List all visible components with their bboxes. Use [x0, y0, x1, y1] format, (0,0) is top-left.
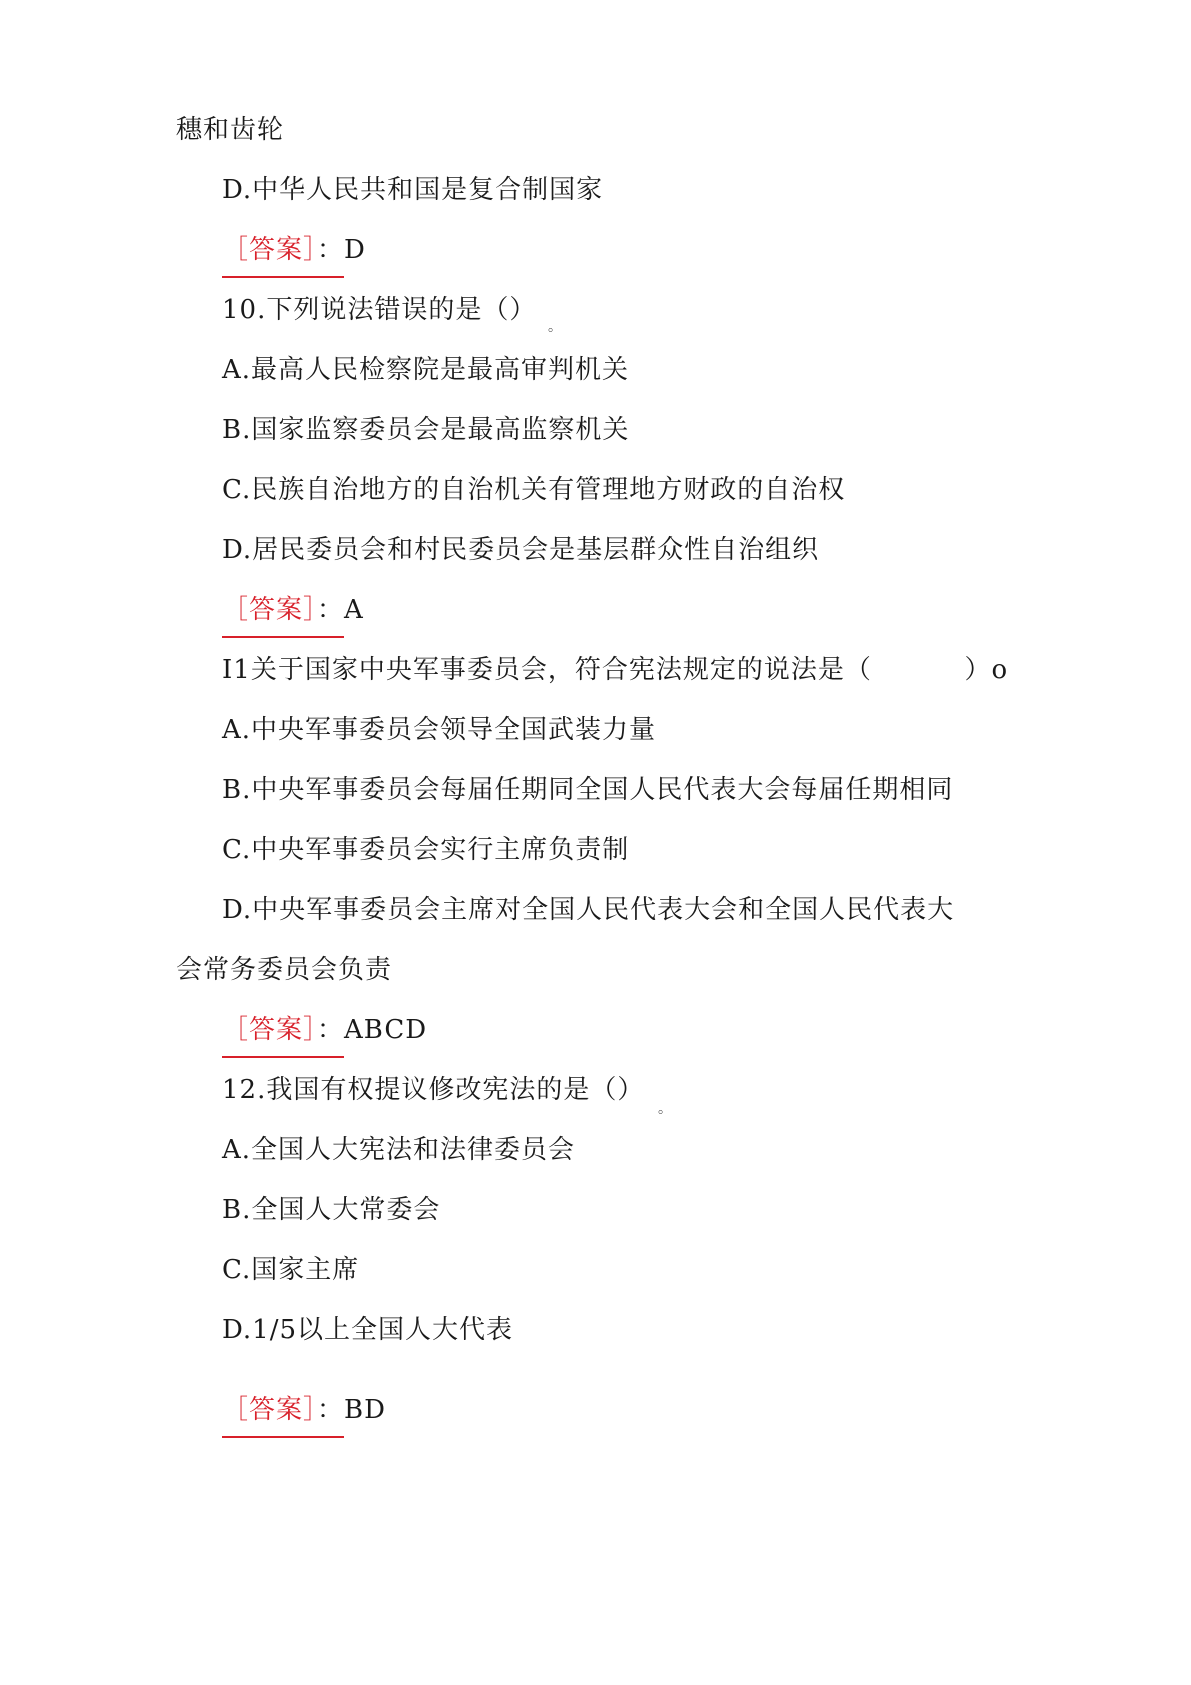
q9-option-d: D.中华人民共和国是复合制国家: [222, 175, 604, 205]
q10-option-d: D.居民委员会和村民委员会是基层群众性自治组织: [222, 535, 820, 565]
q11-stem: I1关于国家中央军事委员会，符合宪法规定的说法是（ ）o: [222, 655, 1009, 685]
q12-option-c: C.国家主席: [222, 1255, 360, 1285]
answer-value: BD: [344, 1395, 386, 1425]
answer-value: A: [344, 595, 364, 625]
q12-option-a: A.全国人大宪法和法律委员会: [222, 1135, 576, 1165]
q10-stem: 10.下列说法错误的是（）: [222, 295, 537, 325]
q9-answer: [222, 232, 366, 272]
answer-value: D: [344, 235, 366, 265]
answer-underline: [222, 276, 344, 278]
q11-option-d-line1: D.中央军事委员会主席对全国人民代表大会和全国人民代表大: [222, 895, 955, 925]
q10-answer: [222, 592, 364, 632]
q11-option-d-line2: 会常务委员会负责: [176, 955, 393, 985]
q11-answer: [222, 1012, 427, 1052]
answer-label: ［答案］：: [222, 592, 344, 632]
q10-option-a: A.最高人民检察院是最高审判机关: [222, 355, 630, 385]
q11-option-c: C.中央军事委员会实行主席负责制: [222, 835, 630, 865]
answer-underline: [222, 1056, 344, 1058]
answer-value: ABCD: [344, 1015, 428, 1045]
answer-label: ［答案］：: [222, 232, 344, 272]
q12-option-d: D.1/5以上全国人大代表: [222, 1315, 514, 1345]
q12-stem: 12.我国有权提议修改宪法的是（）: [222, 1075, 645, 1105]
continuation-text: 穗和齿轮: [176, 115, 285, 145]
q11-option-a: A.中央军事委员会领导全国武装力量: [222, 715, 657, 745]
q10-option-b: B.国家监察委员会是最高监察机关: [222, 415, 630, 445]
answer-label: ［答案］：: [222, 1012, 344, 1052]
q12-stem-mark: 。: [658, 1101, 672, 1117]
answer-label: ［答案］：: [222, 1392, 344, 1432]
answer-underline: [222, 636, 344, 638]
q10-option-c: C.民族自治地方的自治机关有管理地方财政的自治权: [222, 475, 846, 505]
q11-option-b: B.中央军事委员会每届任期同全国人民代表大会每届任期相同: [222, 775, 954, 805]
q12-option-b: B.全国人大常委会: [222, 1195, 441, 1225]
q12-answer: [222, 1392, 386, 1432]
q10-stem-mark: 。: [548, 319, 562, 335]
answer-underline: [222, 1436, 344, 1438]
